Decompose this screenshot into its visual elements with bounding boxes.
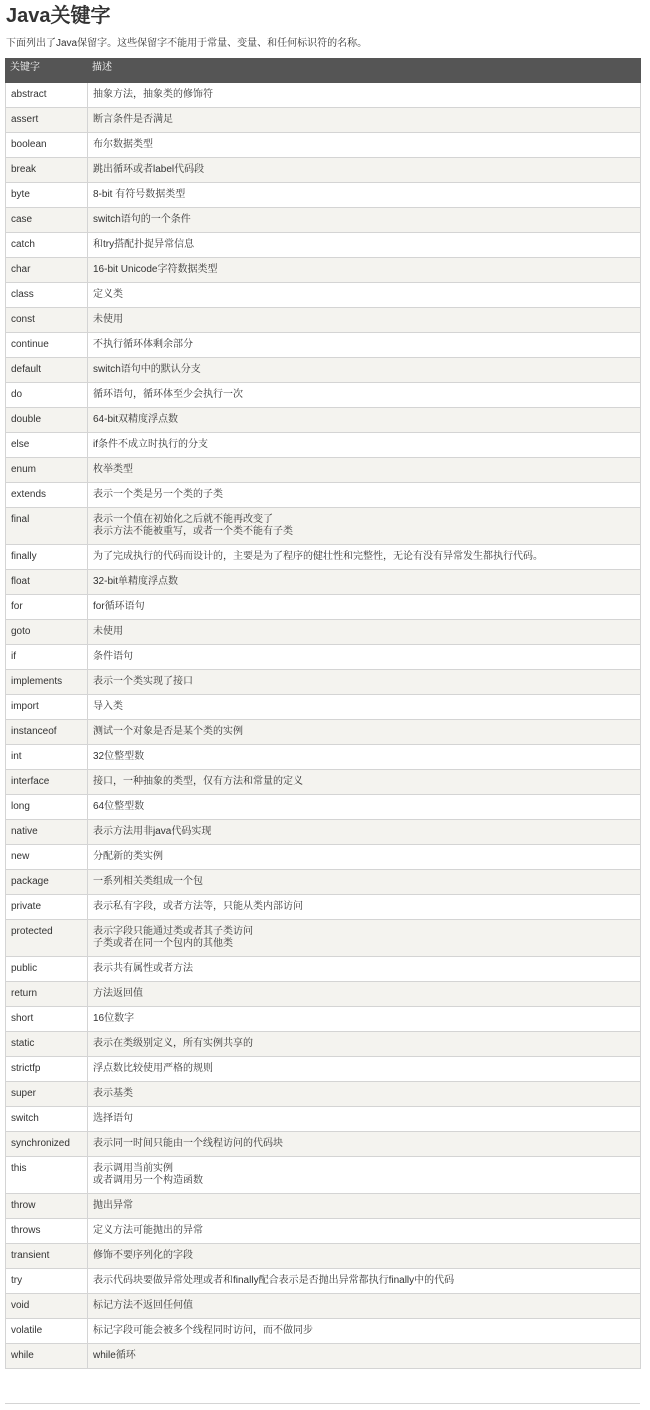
description-line: 64-bit双精度浮点数: [93, 414, 179, 425]
keyword-cell: throw: [6, 1194, 88, 1219]
description-line: 16位数字: [93, 1013, 135, 1024]
description-cell: [88, 283, 641, 308]
table-row: [6, 795, 641, 820]
description-cell: [88, 957, 641, 982]
description-line: while循环: [93, 1350, 136, 1361]
description-line: 定义类: [93, 289, 123, 300]
description-cell: [88, 508, 641, 545]
description-cell: [88, 1132, 641, 1157]
description-line: 标记字段可能会被多个线程同时访问，而不做同步: [93, 1325, 313, 1336]
description-line: 表示一个类实现了接口: [93, 676, 193, 687]
table-header-row: [6, 59, 641, 83]
description-cell: [88, 870, 641, 895]
table-row: [6, 333, 641, 358]
description-line: 和try搭配扑捉异常信息: [93, 239, 195, 250]
description-cell: [88, 845, 641, 870]
description-line: 或者调用另一个构造函数: [93, 1175, 203, 1186]
description-cell: [88, 545, 641, 570]
table-row: [6, 483, 641, 508]
description-line: 定义方法可能抛出的异常: [93, 1225, 203, 1236]
description-cell: [88, 358, 641, 383]
keyword-cell: super: [6, 1082, 88, 1107]
description-cell: [88, 133, 641, 158]
description-cell: [88, 458, 641, 483]
keyword-cell: throws: [6, 1219, 88, 1244]
table-row: [6, 745, 641, 770]
table-row: [6, 1132, 641, 1157]
description-line: for循环语句: [93, 601, 145, 612]
table-row: [6, 308, 641, 333]
description-cell: [88, 820, 641, 845]
table-row: [6, 158, 641, 183]
description-line: switch语句的一个条件: [93, 214, 191, 225]
description-cell: [88, 1219, 641, 1244]
table-row: [6, 433, 641, 458]
table-row: [6, 645, 641, 670]
table-row: [6, 1344, 641, 1369]
table-row: [6, 595, 641, 620]
description-cell: [88, 570, 641, 595]
keyword-cell: volatile: [6, 1319, 88, 1344]
keyword-cell: enum: [6, 458, 88, 483]
keyword-cell: native: [6, 820, 88, 845]
description-cell: [88, 620, 641, 645]
description-cell: [88, 233, 641, 258]
description-line: 表示方法用非java代码实现: [93, 826, 212, 837]
description-line: 表示在类级别定义，所有实例共享的: [93, 1038, 253, 1049]
description-cell: [88, 1244, 641, 1269]
page-bottom-divider: [5, 1403, 640, 1404]
table-row: [6, 1219, 641, 1244]
description-cell: [88, 745, 641, 770]
description-cell: [88, 1294, 641, 1319]
description-cell: [88, 108, 641, 133]
description-line: 64位整型数: [93, 801, 145, 812]
description-line: 表示一个类是另一个类的子类: [93, 489, 223, 500]
description-line: 表示字段只能通过类或者其子类访问: [93, 926, 253, 937]
table-row: [6, 670, 641, 695]
description-line: 表示私有字段，或者方法等，只能从类内部访问: [93, 901, 303, 912]
keyword-cell: goto: [6, 620, 88, 645]
keyword-cell: default: [6, 358, 88, 383]
table-row: [6, 720, 641, 745]
table-row: [6, 870, 641, 895]
keyword-cell: return: [6, 982, 88, 1007]
description-cell: [88, 645, 641, 670]
keyword-cell: implements: [6, 670, 88, 695]
description-cell: [88, 333, 641, 358]
description-cell: [88, 308, 641, 333]
description-line: 32-bit单精度浮点数: [93, 576, 179, 587]
description-cell: [88, 158, 641, 183]
description-cell: [88, 920, 641, 957]
description-line: 分配新的类实例: [93, 851, 163, 862]
intro-text: 下面列出了Java保留字。这些保留字不能用于常量、变量、和任何标识符的名称。: [6, 38, 368, 49]
description-line: 未使用: [93, 626, 123, 637]
keyword-cell: continue: [6, 333, 88, 358]
description-cell: [88, 483, 641, 508]
description-line: 抛出异常: [93, 1200, 133, 1211]
keyword-cell: synchronized: [6, 1132, 88, 1157]
table-row: [6, 1319, 641, 1344]
keyword-cell: static: [6, 1032, 88, 1057]
description-cell: [88, 770, 641, 795]
description-cell: [88, 695, 641, 720]
description-line: 8-bit 有符号数据类型: [93, 189, 186, 200]
table-row: [6, 845, 641, 870]
description-line: 未使用: [93, 314, 123, 325]
description-line: 布尔数据类型: [93, 139, 153, 150]
description-cell: [88, 433, 641, 458]
keyword-cell: for: [6, 595, 88, 620]
description-line: 接口，一种抽象的类型，仅有方法和常量的定义: [93, 776, 303, 787]
keyword-cell: case: [6, 208, 88, 233]
description-cell: [88, 1269, 641, 1294]
keyword-cell: interface: [6, 770, 88, 795]
description-cell: [88, 1082, 641, 1107]
description-line: 表示一个值在初始化之后就不能再改变了: [93, 514, 273, 525]
description-line: 不执行循环体剩余部分: [93, 339, 193, 350]
keyword-cell: package: [6, 870, 88, 895]
java-keywords-table: [5, 58, 641, 1369]
description-cell: [88, 258, 641, 283]
description-line: 抽象方法，抽象类的修饰符: [93, 89, 213, 100]
description-line: 条件语句: [93, 651, 133, 662]
keyword-cell: switch: [6, 1107, 88, 1132]
description-cell: [88, 1007, 641, 1032]
description-cell: [88, 1194, 641, 1219]
description-line: 选择语句: [93, 1113, 133, 1124]
keyword-cell: strictfp: [6, 1057, 88, 1082]
keyword-cell: byte: [6, 183, 88, 208]
table-row: [6, 1082, 641, 1107]
table-row: [6, 1107, 641, 1132]
table-row: [6, 233, 641, 258]
table-row: [6, 183, 641, 208]
keyword-cell: public: [6, 957, 88, 982]
description-cell: [88, 595, 641, 620]
description-cell: [88, 1157, 641, 1194]
keyword-cell: private: [6, 895, 88, 920]
table-row: [6, 920, 641, 957]
description-line: 枚举类型: [93, 464, 133, 475]
keyword-cell: abstract: [6, 83, 88, 108]
table-row: [6, 545, 641, 570]
table-row: [6, 1269, 641, 1294]
keyword-cell: class: [6, 283, 88, 308]
description-cell: [88, 670, 641, 695]
keyword-cell: transient: [6, 1244, 88, 1269]
description-line: 表示代码块要做异常处理或者和finally配合表示是否抛出异常都执行finally中的代码: [93, 1275, 455, 1286]
description-cell: [88, 795, 641, 820]
description-cell: [88, 982, 641, 1007]
keyword-cell: extends: [6, 483, 88, 508]
table-row: [6, 133, 641, 158]
description-cell: [88, 895, 641, 920]
keyword-table-container: [5, 58, 640, 1369]
description-cell: [88, 1057, 641, 1082]
description-line: 表示同一时间只能由一个线程访问的代码块: [93, 1138, 283, 1149]
description-cell: [88, 83, 641, 108]
description-line: 表示共有属性或者方法: [93, 963, 193, 974]
keyword-cell: catch: [6, 233, 88, 258]
table-row: [6, 570, 641, 595]
description-cell: [88, 1107, 641, 1132]
keyword-cell: do: [6, 383, 88, 408]
description-line: 测试一个对象是否是某个类的实例: [93, 726, 243, 737]
keyword-cell: new: [6, 845, 88, 870]
keyword-cell: double: [6, 408, 88, 433]
keyword-cell: protected: [6, 920, 88, 957]
description-line: 为了完成执行的代码而设计的，主要是为了程序的健壮性和完整性，无论有没有异常发生都执行代码。: [93, 551, 543, 562]
description-cell: [88, 208, 641, 233]
keyword-cell: this: [6, 1157, 88, 1194]
table-row: [6, 957, 641, 982]
header-description: 描述: [88, 59, 641, 83]
table-row: [6, 1057, 641, 1082]
keyword-cell: int: [6, 745, 88, 770]
description-line: 标记方法不返回任何值: [93, 1300, 193, 1311]
description-cell: [88, 720, 641, 745]
table-row: [6, 895, 641, 920]
keyword-cell: if: [6, 645, 88, 670]
description-line: 表示方法不能被重写，或者一个类不能有子类: [93, 526, 293, 537]
description-cell: [88, 383, 641, 408]
description-cell: [88, 1032, 641, 1057]
keyword-cell: assert: [6, 108, 88, 133]
table-row: [6, 383, 641, 408]
description-line: 子类或者在同一个包内的其他类: [93, 938, 233, 949]
table-row: [6, 108, 641, 133]
table-row: [6, 1194, 641, 1219]
description-line: 修饰不要序列化的字段: [93, 1250, 193, 1261]
table-row: [6, 458, 641, 483]
table-row: [6, 770, 641, 795]
page-title: Java关键字: [6, 5, 111, 27]
table-row: [6, 1007, 641, 1032]
keyword-table-body: [6, 83, 641, 1369]
description-line: 循环语句，循环体至少会执行一次: [93, 389, 243, 400]
description-line: 跳出循环或者label代码段: [93, 164, 205, 175]
description-line: 16-bit Unicode字符数据类型: [93, 264, 218, 275]
description-line: 浮点数比较使用严格的规则: [93, 1063, 213, 1074]
keyword-cell: import: [6, 695, 88, 720]
table-row: [6, 620, 641, 645]
table-row: [6, 508, 641, 545]
keyword-cell: break: [6, 158, 88, 183]
keyword-cell: char: [6, 258, 88, 283]
table-row: [6, 208, 641, 233]
keyword-cell: const: [6, 308, 88, 333]
table-row: [6, 982, 641, 1007]
keyword-cell: void: [6, 1294, 88, 1319]
table-row: [6, 1244, 641, 1269]
keyword-cell: final: [6, 508, 88, 545]
keyword-cell: instanceof: [6, 720, 88, 745]
description-line: 方法返回值: [93, 988, 143, 999]
table-row: [6, 358, 641, 383]
table-row: [6, 1032, 641, 1057]
keyword-cell: finally: [6, 545, 88, 570]
description-line: 断言条件是否满足: [93, 114, 173, 125]
table-row: [6, 83, 641, 108]
description-cell: [88, 183, 641, 208]
table-row: [6, 820, 641, 845]
keyword-cell: try: [6, 1269, 88, 1294]
table-row: [6, 1157, 641, 1194]
keyword-cell: float: [6, 570, 88, 595]
description-line: 导入类: [93, 701, 123, 712]
keyword-cell: else: [6, 433, 88, 458]
keyword-cell: short: [6, 1007, 88, 1032]
description-line: 32位整型数: [93, 751, 145, 762]
table-row: [6, 408, 641, 433]
description-line: switch语句中的默认分支: [93, 364, 201, 375]
description-cell: [88, 1319, 641, 1344]
description-cell: [88, 408, 641, 433]
description-cell: [88, 1344, 641, 1369]
table-row: [6, 1294, 641, 1319]
header-keyword: 关键字: [6, 59, 88, 83]
description-line: 一系列相关类组成一个包: [93, 876, 203, 887]
table-row: [6, 283, 641, 308]
description-line: 表示基类: [93, 1088, 133, 1099]
description-line: if条件不成立时执行的分支: [93, 439, 208, 450]
keyword-cell: while: [6, 1344, 88, 1369]
table-row: [6, 695, 641, 720]
keyword-cell: long: [6, 795, 88, 820]
keyword-cell: boolean: [6, 133, 88, 158]
description-line: 表示调用当前实例: [93, 1163, 173, 1174]
table-row: [6, 258, 641, 283]
